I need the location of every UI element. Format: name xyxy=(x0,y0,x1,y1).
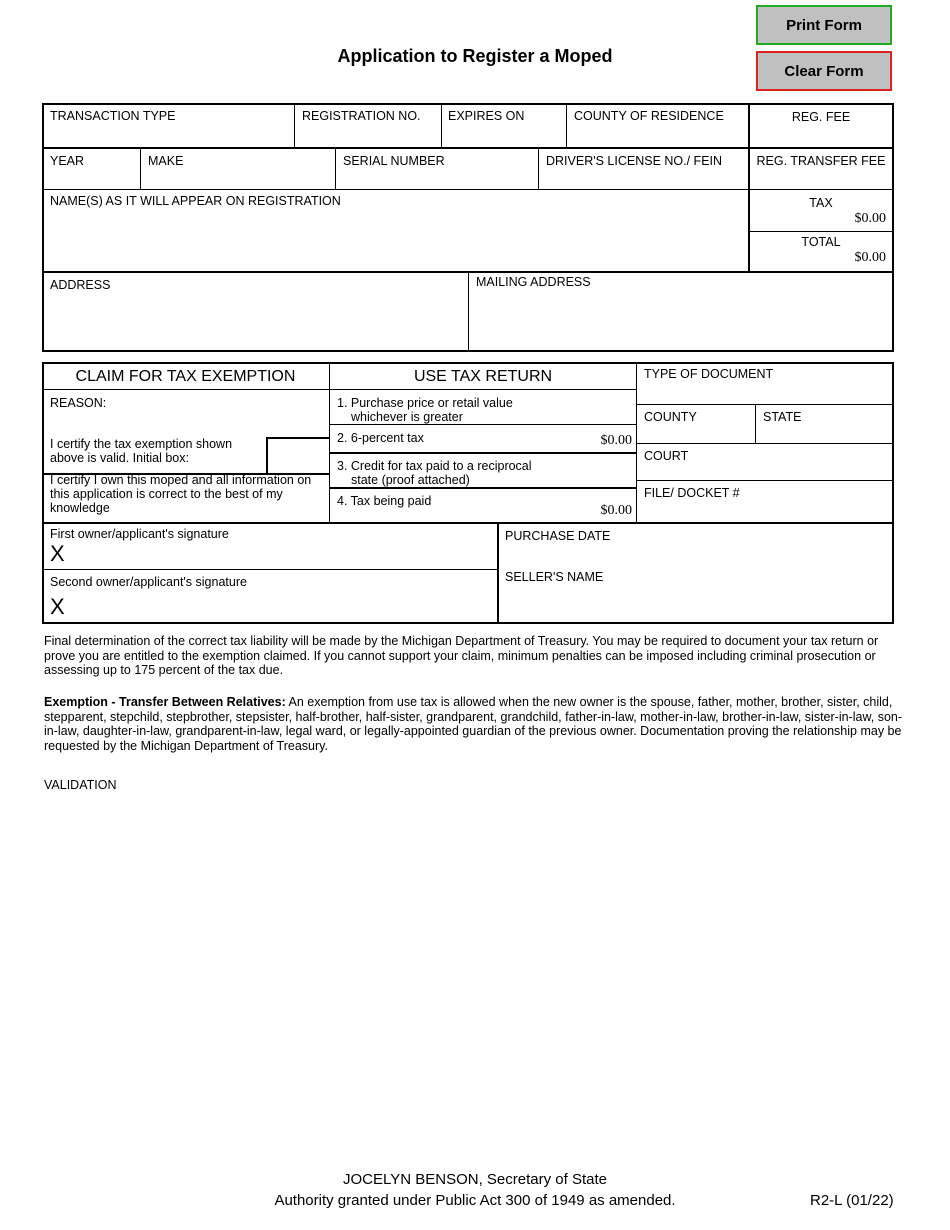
divider xyxy=(42,389,637,390)
secretary-of-state: JOCELYN BENSON, Secretary of State xyxy=(343,1171,607,1188)
validation-label: VALIDATION xyxy=(44,778,117,792)
divider xyxy=(566,103,567,148)
divider xyxy=(497,523,499,624)
initial-box[interactable] xyxy=(268,439,329,473)
divider xyxy=(42,189,894,190)
first-signature-mark[interactable]: X xyxy=(50,541,65,566)
exemption-reason-field[interactable]: REASON: xyxy=(50,396,107,410)
certify-exemption-text: I certify the tax exemption shown above is valid. Initial box: xyxy=(50,437,233,465)
expires-on-field[interactable]: EXPIRES ON xyxy=(448,109,525,123)
make-field[interactable]: MAKE xyxy=(148,154,184,168)
document-type-field[interactable]: TYPE OF DOCUMENT xyxy=(644,367,774,381)
registration-no-field[interactable]: REGISTRATION NO. xyxy=(302,109,421,123)
second-signature-label: Second owner/applicant's signature xyxy=(50,575,247,589)
divider xyxy=(636,480,894,481)
sellers-name-field[interactable]: SELLER'S NAME xyxy=(505,570,604,584)
divider xyxy=(636,404,894,405)
divider xyxy=(636,443,894,444)
purchase-price-label[interactable]: 1. Purchase price or retail value xyxy=(337,396,513,410)
tax-label: TAX xyxy=(809,196,833,210)
total-value: $0.00 xyxy=(854,250,886,265)
exemption-header: CLAIM FOR TAX EXEMPTION xyxy=(75,368,296,385)
clear-form-button[interactable]: Clear Form xyxy=(756,51,892,91)
print-form-button[interactable]: Print Form xyxy=(756,5,892,45)
six-percent-tax-label: 2. 6-percent tax xyxy=(337,431,424,445)
use-tax-header: USE TAX RETURN xyxy=(413,368,553,385)
divider xyxy=(335,148,336,190)
determination-note: Final determination of the correct tax liability will be made by the Michigan Department of Treasury. You may be required to document your tax return or prove you are entitled to the exemption claimed. If you cannot support your claim, minimum penalties can be imposed including criminal prosecution or assessing up to 175 percent of the tax due. xyxy=(44,634,879,677)
reg-transfer-fee-field[interactable]: REG. TRANSFER FEE xyxy=(756,154,886,168)
divider xyxy=(441,103,442,148)
divider xyxy=(42,147,894,149)
divider xyxy=(329,452,637,454)
purchase-date-field[interactable]: PURCHASE DATE xyxy=(505,529,611,543)
divider xyxy=(329,362,330,523)
year-field[interactable]: YEAR xyxy=(50,154,85,168)
transaction-type-field[interactable]: TRANSACTION TYPE xyxy=(50,109,176,123)
divider xyxy=(329,487,637,489)
divider xyxy=(42,522,894,524)
registration-names-field[interactable]: NAME(S) AS IT WILL APPEAR ON REGISTRATION xyxy=(50,194,341,208)
relatives-exemption-note xyxy=(44,695,904,753)
tax-being-paid-value: $0.00 xyxy=(600,503,632,518)
drivers-license-field[interactable]: DRIVER'S LICENSE NO./ FEIN xyxy=(546,154,723,168)
credit-label-cont: state (proof attached) xyxy=(351,473,470,487)
divider xyxy=(748,231,894,232)
divider xyxy=(538,148,539,190)
tax-being-paid-label: 4. Tax being paid xyxy=(337,494,432,508)
divider xyxy=(329,424,637,425)
serial-number-field[interactable]: SERIAL NUMBER xyxy=(343,154,445,168)
relatives-exemption-text: An exemption from use tax is allowed when the new owner is the spouse, father, mother, brother, sister, child, stepparent, stepchild, stepbrother, stepsister, half-brother, half-sister, grandparent, grandchild, father-in-law, mother-in-law, brother-in-law, sister-in-law, son-in-law, daughter-in-law, grandparent-in-law, legal ward, or legally-appointed guardian of the previous owner. Documentation proving the relationship may be requested by the Michigan Department of Treasury. xyxy=(44,695,903,753)
second-signature-mark[interactable]: X xyxy=(50,594,65,619)
first-signature-label: First owner/applicant's signature xyxy=(50,527,229,541)
file-docket-field[interactable]: FILE/ DOCKET # xyxy=(644,486,740,500)
county-of-residence-field[interactable]: COUNTY OF RESIDENCE xyxy=(574,109,724,123)
divider xyxy=(42,569,498,570)
document-county-field[interactable]: COUNTY xyxy=(644,410,697,424)
mailing-address-field[interactable]: MAILING ADDRESS xyxy=(476,275,591,289)
divider xyxy=(294,103,295,148)
total-label: TOTAL xyxy=(801,235,841,249)
purchase-price-label-cont: whichever is greater xyxy=(351,410,463,424)
tax-value: $0.00 xyxy=(854,211,886,226)
divider xyxy=(468,272,469,352)
reg-fee-field[interactable]: REG. FEE xyxy=(791,110,851,124)
document-court-field[interactable]: COURT xyxy=(644,449,689,463)
page-title: Application to Register a Moped xyxy=(337,46,613,66)
six-percent-tax-value: $0.00 xyxy=(600,433,632,448)
document-state-field[interactable]: STATE xyxy=(763,410,802,424)
certify-ownership-text: I certify I own this moped and all information on this application is correct to the best of my knowledge xyxy=(50,473,312,515)
authority-statement: Authority granted under Public Act 300 of 1949 as amended. xyxy=(274,1192,676,1209)
divider xyxy=(755,405,756,444)
divider xyxy=(140,148,141,190)
form-id: R2-L (01/22) xyxy=(810,1192,894,1209)
address-field[interactable]: ADDRESS xyxy=(50,278,111,292)
credit-label[interactable]: 3. Credit for tax paid to a reciprocal xyxy=(337,459,532,473)
relatives-exemption-heading: Exemption - Transfer Between Relatives: xyxy=(44,695,286,709)
